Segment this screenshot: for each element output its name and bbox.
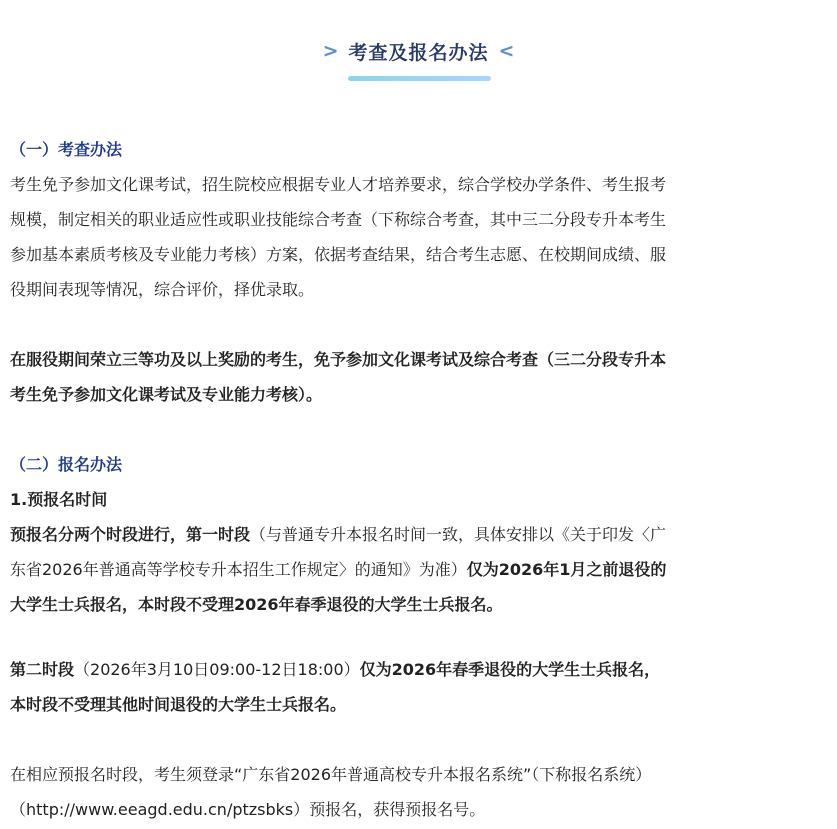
section1-line-2: 规模，制定相关的职业适应性或职业技能综合考查（下称综合考查，其中三二分段专升本考生 (10, 210, 667, 229)
chevron-left-icon: < (498, 40, 515, 62)
para3-line-2: （http://www.eeagd.edu.cn/ptzsbks）预报名，获得预报名号。 (10, 800, 486, 819)
para2-line1-normal: （2026年3月10日09:00-12日18:00） (74, 660, 360, 679)
para2-line1-bold-a: 第二时段 (10, 660, 75, 679)
section2-subheading: 1.预报名时间 (10, 490, 108, 509)
section1-line-1: 考生免予参加文化课考试，招生院校应根据专业人才培养要求，综合学校办学条件、考生报考 (10, 175, 667, 194)
para1-line2-normal: 东省2026年普通高等学校专升本招生工作规定〉的通知》为准） (10, 560, 467, 579)
section2-heading: （二）报名办法 (10, 455, 123, 474)
chevron-right-icon: > (322, 40, 339, 62)
para1-line1-normal: （与普通专升本报名时间一致，具体安排以《关于印发〈广 (250, 525, 667, 544)
section-title-block (0, 38, 837, 65)
para2-line-2: 本时段不受理其他时间退役的大学生士兵报名。 (10, 695, 347, 714)
para3-line-1: 在相应预报名时段，考生须登录“广东省2026年普通高校专升本报名系统”（下称报名系统） (10, 765, 652, 784)
section1-line-3: 参加基本素质考核及专业能力考核）方案，依据考查结果，结合考生志愿、在校期间成绩、服 (10, 245, 667, 264)
para2-line-1 (10, 654, 830, 686)
para1-line-3: 大学生士兵报名，本时段不受理2026年春季退役的大学生士兵报名。 (10, 595, 503, 614)
section1-bold-line-2: 考生免予参加文化课考试及专业能力考核）。 (10, 385, 323, 404)
section1-heading: （一）考查办法 (10, 140, 123, 159)
para1-line-1 (10, 519, 830, 551)
title-underline (348, 76, 491, 81)
section-title-row (323, 38, 515, 65)
para1-line2-bold: 仅为2026年1月之前退役的 (466, 560, 667, 579)
para2-line1-bold-b: 仅为2026年春季退役的大学生士兵报名， (359, 660, 661, 679)
section1-line-4: 役期间表现等情况，综合评价，择优录取。 (10, 280, 315, 299)
section-title: 考查及报名办法 (348, 42, 489, 64)
para1-line1-bold: 预报名分两个时段进行，第一时段 (10, 525, 251, 544)
section1-bold-line-1: 在服役期间荣立三等功及以上奖励的考生，免予参加文化课考试及综合考查（三二分段专升本 (10, 350, 667, 369)
para1-line-2 (10, 554, 830, 586)
